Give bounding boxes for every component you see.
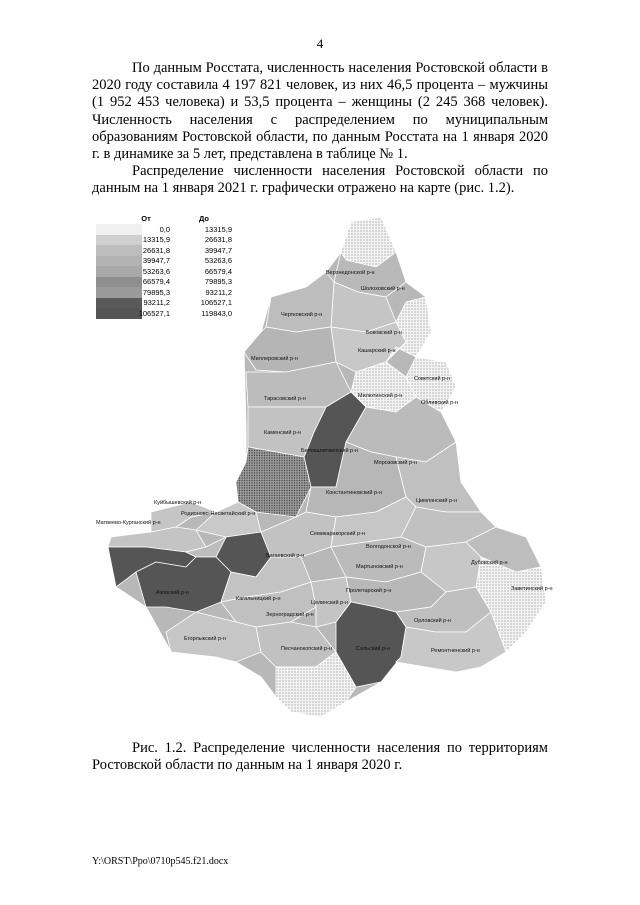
map-label: Обливский р-н (421, 400, 459, 406)
paragraph-population: По данным Росстата, численность населения Ростовской области в 2020 году составила 4 197 821 человек, из них 46,5 процента – мужчины (1 952 453 человека) и 53,5 процента – женщины (2 245 368 человек). Численность населения с распределением по муниципальным образованиям Ростовской области, по данным Росстата на 1 января 2020 г. в динамике за 5 лет, представлена в таблице № 1. (92, 60, 548, 163)
map-label: Миллеровский р-н (251, 356, 298, 362)
legend-row (96, 308, 246, 319)
legend-from-value: 106527,1 (138, 308, 170, 318)
legend-from-value: 93211,2 (143, 298, 170, 308)
map-label: Пролетарский р-н (346, 588, 392, 594)
map-label: Константиновский р-н (326, 490, 382, 496)
map-label: Мартыновский р-н (356, 564, 403, 570)
paragraph-map-intro: Распределение численности населения Ростовской области по данным на 1 января 2021 г. графически отражено на карте (рис. 1.2). (92, 163, 548, 197)
legend-from-header: От (141, 213, 151, 223)
legend-row (96, 266, 246, 277)
map-label: Каменский р-н (264, 430, 301, 436)
figure-caption: Рис. 1.2. Распределение численности населения по территориям Ростовской области по данным на 1 января 2020 г. (92, 740, 548, 774)
map-label: Верхнедонской р-н (326, 270, 375, 276)
map-label: Кагальницкий р-н (236, 596, 281, 602)
map-label: Орловский р-н (414, 618, 452, 624)
map-label: Цимлянский р-н (416, 498, 457, 504)
legend-to-value: 66579,4 (204, 266, 232, 276)
legend-from-value: 53263,6 (142, 266, 170, 276)
legend-row (96, 256, 246, 267)
map-label: Белокалитвинский р-н (301, 448, 358, 454)
map-label: Азовский р-н (156, 590, 189, 596)
population-map-figure (96, 212, 553, 722)
legend-row (96, 277, 246, 288)
map-label: Волгодонской р-н (366, 544, 411, 550)
map-label: Целинский р-н (311, 600, 349, 606)
legend-from-value: 66579,4 (142, 277, 170, 287)
map-label: Зерноградский р-н (266, 612, 314, 618)
legend-from-value: 26631,8 (142, 245, 170, 255)
legend-to-value: 26631,8 (204, 235, 232, 245)
map-label: Чертковский р-н (281, 312, 323, 318)
legend-to-value: 79895,3 (204, 277, 232, 287)
region-chertkovsky (266, 272, 334, 332)
legend-row (96, 224, 246, 235)
map-label: Ремонтненский р-н (431, 648, 480, 654)
legend-from-value: 39947,7 (142, 256, 170, 266)
map-label: Сальский р-н (356, 646, 390, 652)
map-label: Милютинский р-н (358, 393, 403, 399)
legend-to-value: 39947,7 (204, 245, 232, 255)
map-label: Багаевский р-н (266, 553, 305, 559)
legend-to-value: 13315,9 (204, 224, 232, 234)
legend-from-value: 79895,3 (142, 287, 170, 297)
map-label: Дубовский р-н (471, 560, 508, 566)
map-legend (96, 212, 246, 319)
legend-row (96, 245, 246, 256)
map-label: Песчанокопский р-н (281, 646, 332, 652)
legend-row (96, 298, 246, 309)
map-label: Советский р-н (414, 376, 450, 382)
legend-row (96, 235, 246, 246)
map-label: Морозовский р-н (374, 460, 417, 466)
region-krasnosulinsky (236, 447, 311, 517)
legend-from-value: 0,0 (159, 224, 170, 234)
map-label: Егорлыкский р-н (184, 636, 226, 642)
legend-to-value: 119843,0 (201, 308, 232, 318)
legend-to-value: 53263,6 (204, 256, 232, 266)
legend-to-value: 93211,2 (205, 287, 232, 297)
legend-to-header: До (198, 213, 210, 223)
page-number: 4 (316, 36, 324, 51)
legend-to-value: 106527,1 (200, 298, 232, 308)
map-label: Матвеево-Курганский р-н (96, 520, 161, 526)
map-label: Шолоховский р-н (361, 286, 405, 292)
map-label: Тарасовский р-н (264, 396, 306, 402)
map-label: Кашарский р-н (358, 348, 396, 354)
map-label: Родионово-Несветайский р-н (181, 511, 256, 517)
legend-from-value: 13315,9 (142, 235, 170, 245)
map-label: Боковский р-н (366, 330, 402, 336)
legend-row (96, 287, 246, 298)
map-label: Семикаракорский р-н (310, 531, 365, 537)
map-label: Куйбышевский р-н (154, 500, 202, 506)
map-label: Заветинский р-н (511, 586, 553, 592)
file-path-footer: Y:\ORST\Ppo\0710p545.f21.docx (92, 856, 229, 867)
